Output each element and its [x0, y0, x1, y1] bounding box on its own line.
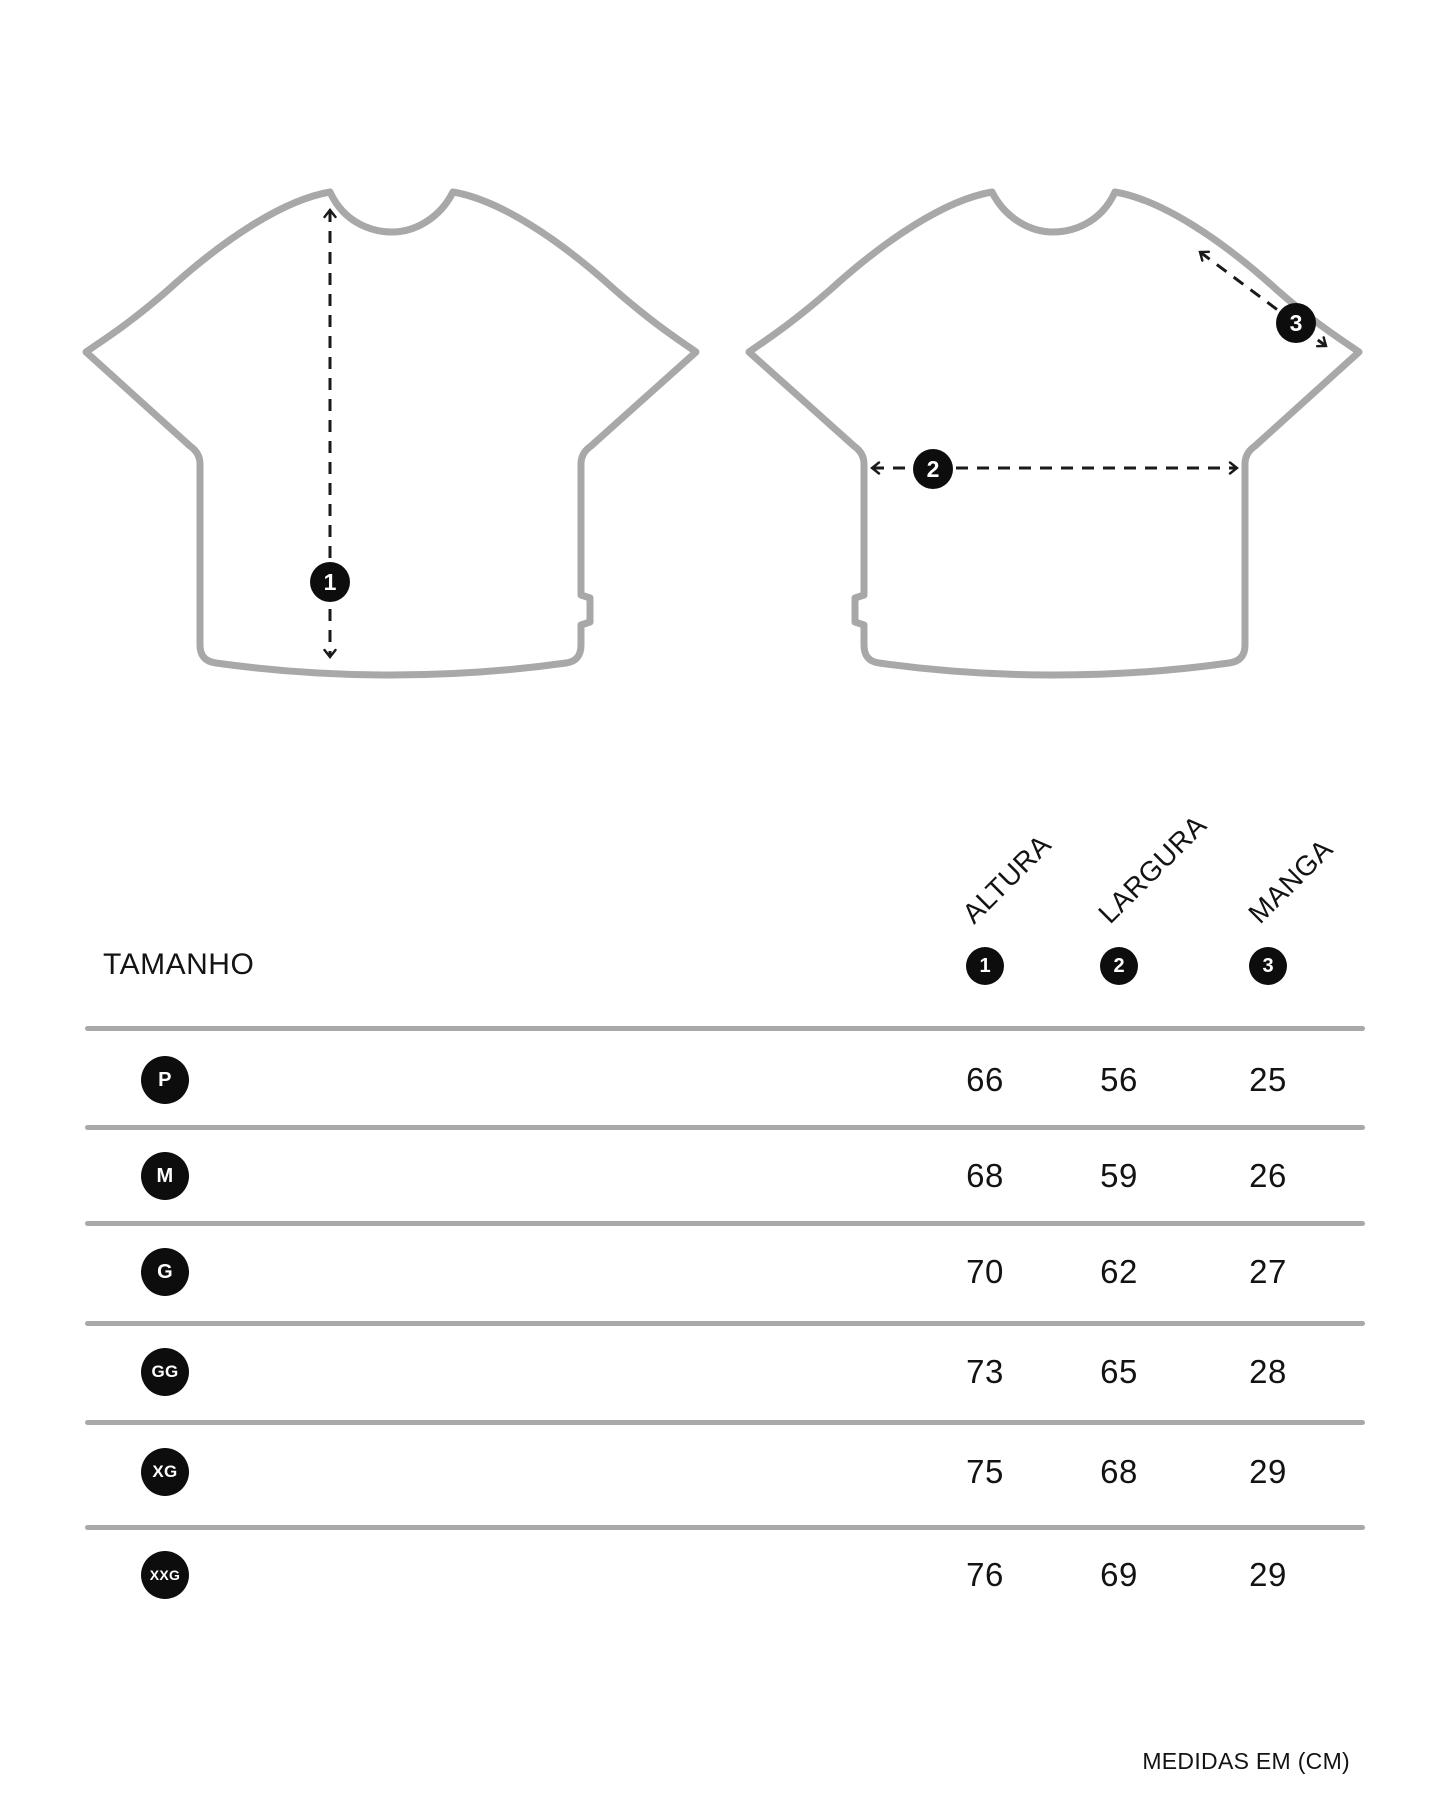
measure-marker-2-number: 2 [926, 456, 940, 482]
manga-value: 26 [1249, 1157, 1287, 1194]
front-shirt-outline [86, 192, 696, 675]
row-divider [85, 1321, 1365, 1326]
largura-value: 62 [1100, 1253, 1138, 1290]
measure-marker-3-number: 3 [1289, 310, 1303, 336]
largura-value: 69 [1100, 1556, 1138, 1593]
row-divider [85, 1525, 1365, 1530]
size-column-header: TAMANHO [103, 948, 255, 981]
column-header-altura: ALTURA [956, 828, 1058, 930]
size-badge: G [141, 1248, 189, 1296]
manga-value: 25 [1249, 1061, 1287, 1098]
size-badge: XG [141, 1448, 189, 1496]
altura-value: 66 [966, 1061, 1004, 1098]
column-header-manga: MANGA [1242, 832, 1339, 930]
column-marker-2-badge: 2 [1100, 947, 1138, 985]
row-divider [85, 1125, 1365, 1130]
measure-marker-3-badge [1276, 303, 1316, 343]
row-divider [85, 1420, 1365, 1425]
row-divider [85, 1221, 1365, 1226]
manga-value: 29 [1249, 1556, 1287, 1593]
column-marker-1-badge: 1 [966, 947, 1004, 985]
measure-marker-1-number: 1 [323, 569, 337, 595]
row-divider [85, 1026, 1365, 1031]
measure-marker-2-badge [913, 449, 953, 489]
column-header-largura: LARGURA [1092, 809, 1213, 930]
size-badge: M [141, 1152, 189, 1200]
units-note: MEDIDAS EM (CM) [1142, 1748, 1350, 1774]
size-badge: P [141, 1056, 189, 1104]
largura-value: 56 [1100, 1061, 1138, 1098]
manga-value: 29 [1249, 1453, 1287, 1490]
altura-value: 70 [966, 1253, 1004, 1290]
manga-value: 28 [1249, 1353, 1287, 1390]
back-shirt-outline [749, 192, 1359, 675]
largura-value: 65 [1100, 1353, 1138, 1390]
size-badge: XXG [141, 1551, 189, 1599]
measure-marker-1-badge [310, 562, 350, 602]
manga-value: 27 [1249, 1253, 1287, 1290]
altura-value: 75 [966, 1453, 1004, 1490]
largura-value: 68 [1100, 1453, 1138, 1490]
altura-value: 73 [966, 1353, 1004, 1390]
altura-value: 76 [966, 1556, 1004, 1593]
column-marker-3-badge: 3 [1249, 947, 1287, 985]
altura-value: 68 [966, 1157, 1004, 1194]
largura-value: 59 [1100, 1157, 1138, 1194]
size-badge: GG [141, 1348, 189, 1396]
tshirt-measure-diagram [0, 0, 1445, 760]
